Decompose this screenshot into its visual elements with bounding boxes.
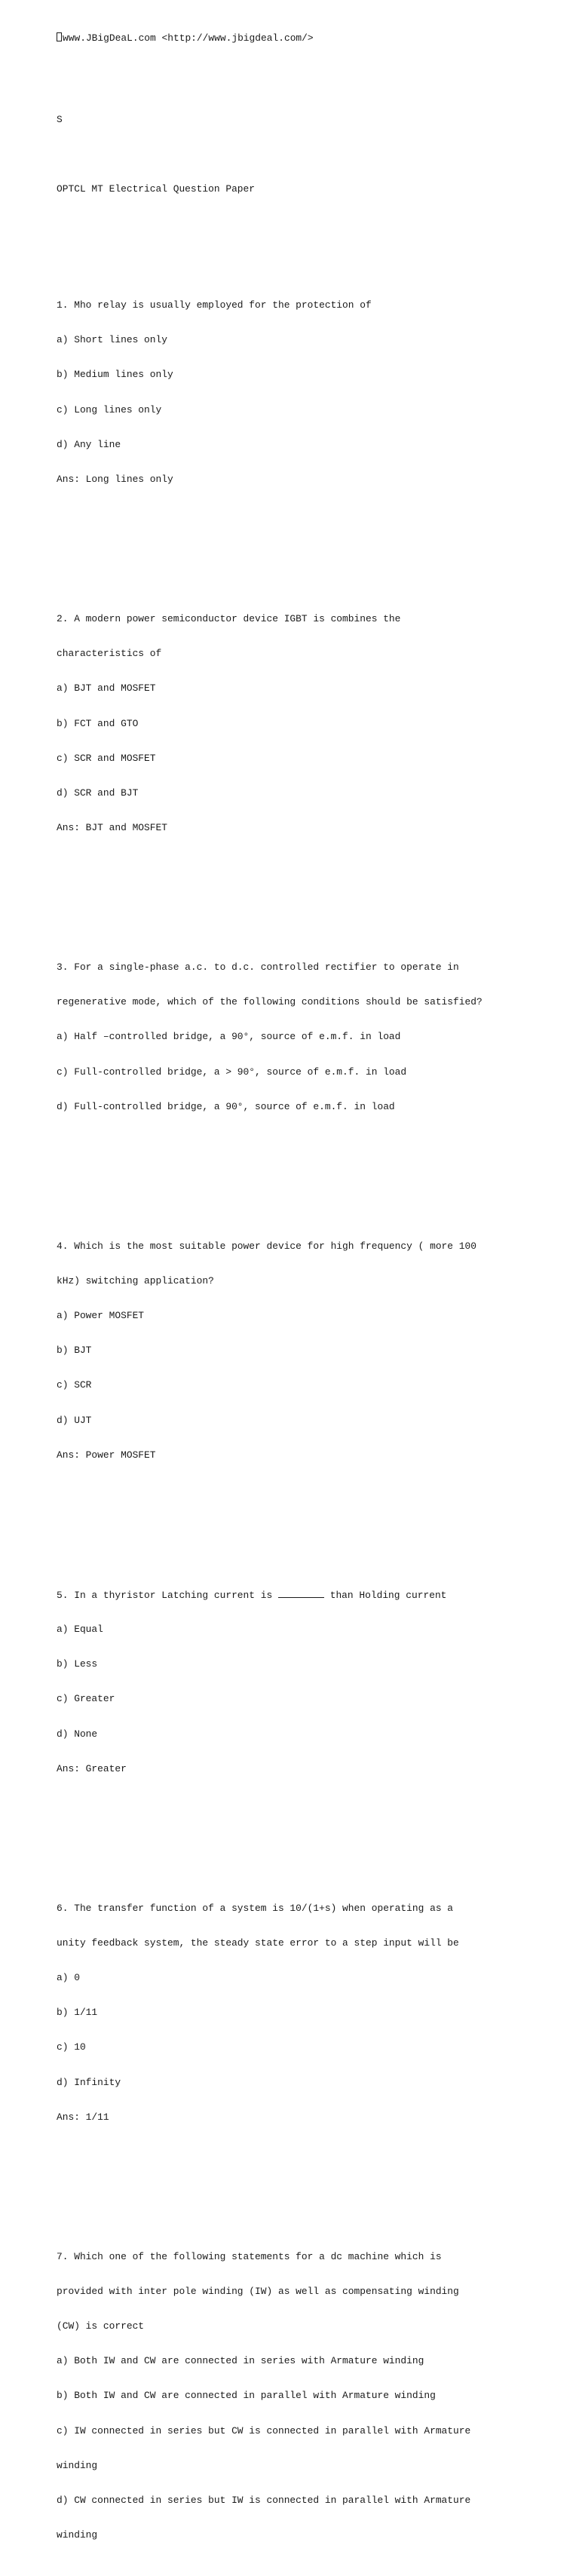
- document-title: OPTCL MT Electrical Question Paper: [57, 183, 256, 195]
- option: c) Long lines only: [57, 403, 162, 416]
- option-continuation: winding: [57, 2459, 98, 2471]
- question-text: 2. A modern power semiconductor device IGBT is combines the: [57, 612, 401, 624]
- option: a) Half –controlled bridge, a 90°, source of e.m.f. in load: [57, 1031, 401, 1043]
- header-line: [57, 32, 569, 44]
- option: b) BJT: [57, 1345, 92, 1357]
- answer: Ans: Greater: [57, 1762, 127, 1774]
- question-7: [57, 2228, 569, 2565]
- question-text: 3. For a single-phase a.c. to d.c. controlled rectifier to operate in: [57, 961, 459, 973]
- question-6: [57, 1879, 569, 2146]
- option: c) IW connected in series but CW is connected in parallel with Armature: [57, 2424, 471, 2436]
- option: d) Infinity: [57, 2076, 121, 2088]
- question-4: [57, 1217, 569, 1484]
- option: d) Full-controlled bridge, a 90°, source of e.m.f. in load: [57, 1100, 395, 1112]
- option: d) UJT: [57, 1414, 92, 1426]
- option: c) Greater: [57, 1693, 115, 1705]
- option: b) 1/11: [57, 2007, 98, 2019]
- option: b) Less: [57, 1658, 98, 1670]
- option: b) FCT and GTO: [57, 717, 139, 729]
- option: b) Medium lines only: [57, 369, 173, 381]
- spacer: [57, 1821, 569, 1832]
- question-text: 6. The transfer function of a system is 10/(1+s) when operating as a: [57, 1902, 454, 1914]
- spacer: [57, 218, 569, 229]
- option: d) CW connected in series but IW is connected in parallel with Armature: [57, 2495, 471, 2507]
- answer: Ans: Power MOSFET: [57, 1449, 156, 1461]
- option-continuation: winding: [57, 2529, 98, 2541]
- question-text: unity feedback system, the steady state error to a step input will be: [57, 1937, 459, 1949]
- option: b) Both IW and CW are connected in parallel with Armature winding: [57, 2390, 436, 2402]
- document-page: [57, 9, 569, 2576]
- spacer: [57, 1159, 569, 1170]
- question-text: characteristics of: [57, 648, 162, 660]
- spacer: [57, 1507, 569, 1519]
- fill-in-blank: [278, 1589, 324, 1598]
- section-marker: S: [57, 113, 63, 125]
- question-text: [57, 1589, 569, 1600]
- answer: Ans: Long lines only: [57, 474, 173, 486]
- question-text-end: than Holding current: [323, 1589, 447, 1601]
- option: d) SCR and BJT: [57, 787, 139, 799]
- option: c) SCR: [57, 1379, 92, 1391]
- question-text: (CW) is correct: [57, 2320, 145, 2332]
- option: c) 10: [57, 2041, 86, 2053]
- question-text: regenerative mode, which of the following conditions should be satisfied?: [57, 996, 482, 1008]
- question-3: [57, 938, 569, 1136]
- question-text: 7. Which one of the following statements for a dc machine which is: [57, 2250, 442, 2262]
- option: a) Power MOSFET: [57, 1310, 145, 1322]
- question-text: 4. Which is the most suitable power device for high frequency ( more 100: [57, 1240, 476, 1252]
- option: a) Short lines only: [57, 334, 167, 346]
- answer: Ans: 1/11: [57, 2111, 109, 2123]
- spacer: [57, 149, 569, 160]
- spacer: [57, 67, 569, 90]
- question-1: [57, 276, 569, 508]
- option: a) BJT and MOSFET: [57, 682, 156, 695]
- question-text-start: 5. In a thyristor Latching current is: [57, 1589, 278, 1601]
- option: d) Any line: [57, 438, 121, 450]
- spacer: [57, 532, 569, 543]
- header-site-text: www.JBigDeaL.com <http://www.jbigdeal.com/>: [63, 32, 314, 44]
- question-5: [57, 1566, 569, 1798]
- question-text: kHz) switching application?: [57, 1274, 214, 1286]
- spacer: [57, 880, 569, 891]
- option: a) Equal: [57, 1623, 103, 1635]
- option: c) SCR and MOSFET: [57, 752, 156, 764]
- option: d) None: [57, 1728, 98, 1740]
- question-text: 1. Mho relay is usually employed for the protection of: [57, 299, 372, 311]
- option: c) Full-controlled bridge, a > 90°, source of e.m.f. in load: [57, 1066, 407, 1078]
- option: a) 0: [57, 1971, 80, 1983]
- spacer: [57, 2170, 569, 2181]
- question-text: provided with inter pole winding (IW) as well as compensating winding: [57, 2285, 459, 2297]
- missing-glyph-icon: [57, 32, 62, 41]
- question-2: [57, 590, 569, 857]
- option: a) Both IW and CW are connected in series with Armature winding: [57, 2355, 424, 2367]
- answer: Ans: BJT and MOSFET: [57, 822, 167, 834]
